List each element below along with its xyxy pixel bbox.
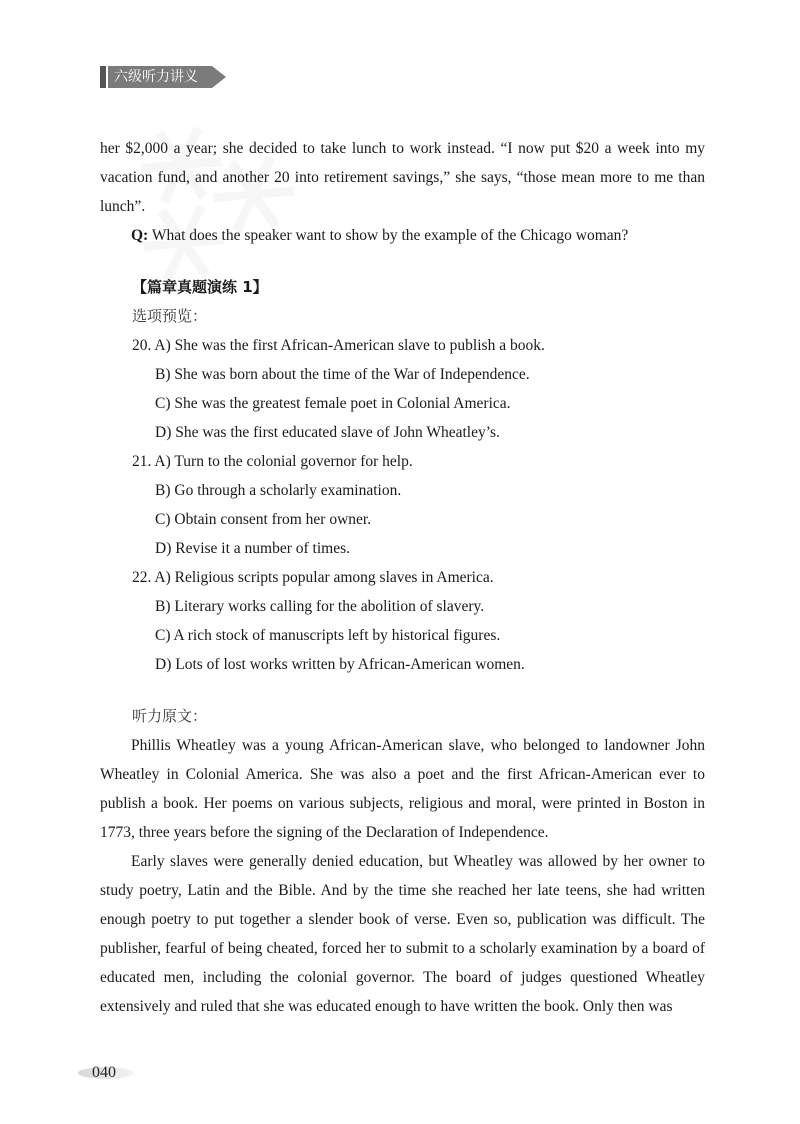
question-22-option-c: C) A rich stock of manuscripts left by historical figures. bbox=[155, 627, 501, 644]
question-22-option-d: D) Lots of lost works written by African-American women. bbox=[155, 656, 525, 673]
question-number: 21. bbox=[132, 453, 152, 470]
question-21-option-a bbox=[132, 447, 705, 476]
header-bar bbox=[100, 66, 106, 88]
question-number: 20. bbox=[132, 337, 152, 354]
question-22-option-b: B) Literary works calling for the abolition of slavery. bbox=[155, 598, 485, 615]
page-number bbox=[78, 1062, 134, 1084]
question-20-option-c: C) She was the greatest female poet in Colonial America. bbox=[155, 395, 511, 412]
page-number-text: 040 bbox=[92, 1064, 116, 1081]
header-arrow bbox=[212, 66, 226, 88]
question-text: What does the speaker want to show by the example of the Chicago woman? bbox=[148, 227, 629, 244]
running-header bbox=[100, 66, 226, 88]
option-text: A) Religious scripts popular among slaves in America. bbox=[154, 569, 494, 586]
question-21-option-c: C) Obtain consent from her owner. bbox=[155, 511, 372, 528]
header-title: 六级听力讲义 bbox=[108, 66, 212, 88]
option-text: A) She was the first African-American slave to publish a book. bbox=[154, 337, 545, 354]
question-21-option-d: D) Revise it a number of times. bbox=[155, 540, 350, 557]
page-content bbox=[100, 134, 705, 1021]
question-number: 22. bbox=[132, 569, 152, 586]
question-21-option-b: B) Go through a scholarly examination. bbox=[155, 482, 402, 499]
question-20-option-b: B) She was born about the time of the War of Independence. bbox=[155, 366, 530, 383]
question-20 bbox=[100, 331, 705, 447]
transcript-paragraph-1: Phillis Wheatley was a young African-American slave, who belonged to landowner John Wheatley in Colonial America. She was also a poet and the first African-American ever to publish a book. Her poems on various subjects, religious and moral, were printed in Boston in 1773, three years before the signing of the Declaration of Independence. bbox=[100, 737, 705, 841]
preview-label: 选项预览： bbox=[132, 307, 208, 325]
section-title: 【篇章真题演练 1】 bbox=[132, 278, 268, 296]
question-label: Q: bbox=[131, 227, 149, 244]
transcript-paragraph-2: Early slaves were generally denied education, but Wheatley was allowed by her owner to study poetry, Latin and the Bible. And by the time she reached her late teens, she had written enough poetry to put together a slender book of verse. Even so, publication was difficult. The publisher, fearful of being cheated, forced her to submit to a scholarly examination by a board of educated men, including the colonial governor. The board of judges questioned Wheatley extensively and ruled that she was educated enough to have written the book. Only then was bbox=[100, 853, 705, 1015]
question-22 bbox=[100, 563, 705, 679]
intro-question bbox=[100, 221, 705, 250]
option-text: A) Turn to the colonial governor for help. bbox=[154, 453, 413, 470]
question-20-option-d: D) She was the first educated slave of John Wheatley’s. bbox=[155, 424, 500, 441]
transcript-label: 听力原文： bbox=[132, 707, 208, 725]
intro-paragraph: her $2,000 a year; she decided to take lunch to work instead. “I now put $20 a week into my vacation fund, and another 20 into retirement savings,” she says, “those mean more to me than lunch”. bbox=[100, 140, 705, 215]
question-20-option-a bbox=[132, 331, 705, 360]
question-22-option-a bbox=[132, 563, 705, 592]
question-21 bbox=[100, 447, 705, 563]
